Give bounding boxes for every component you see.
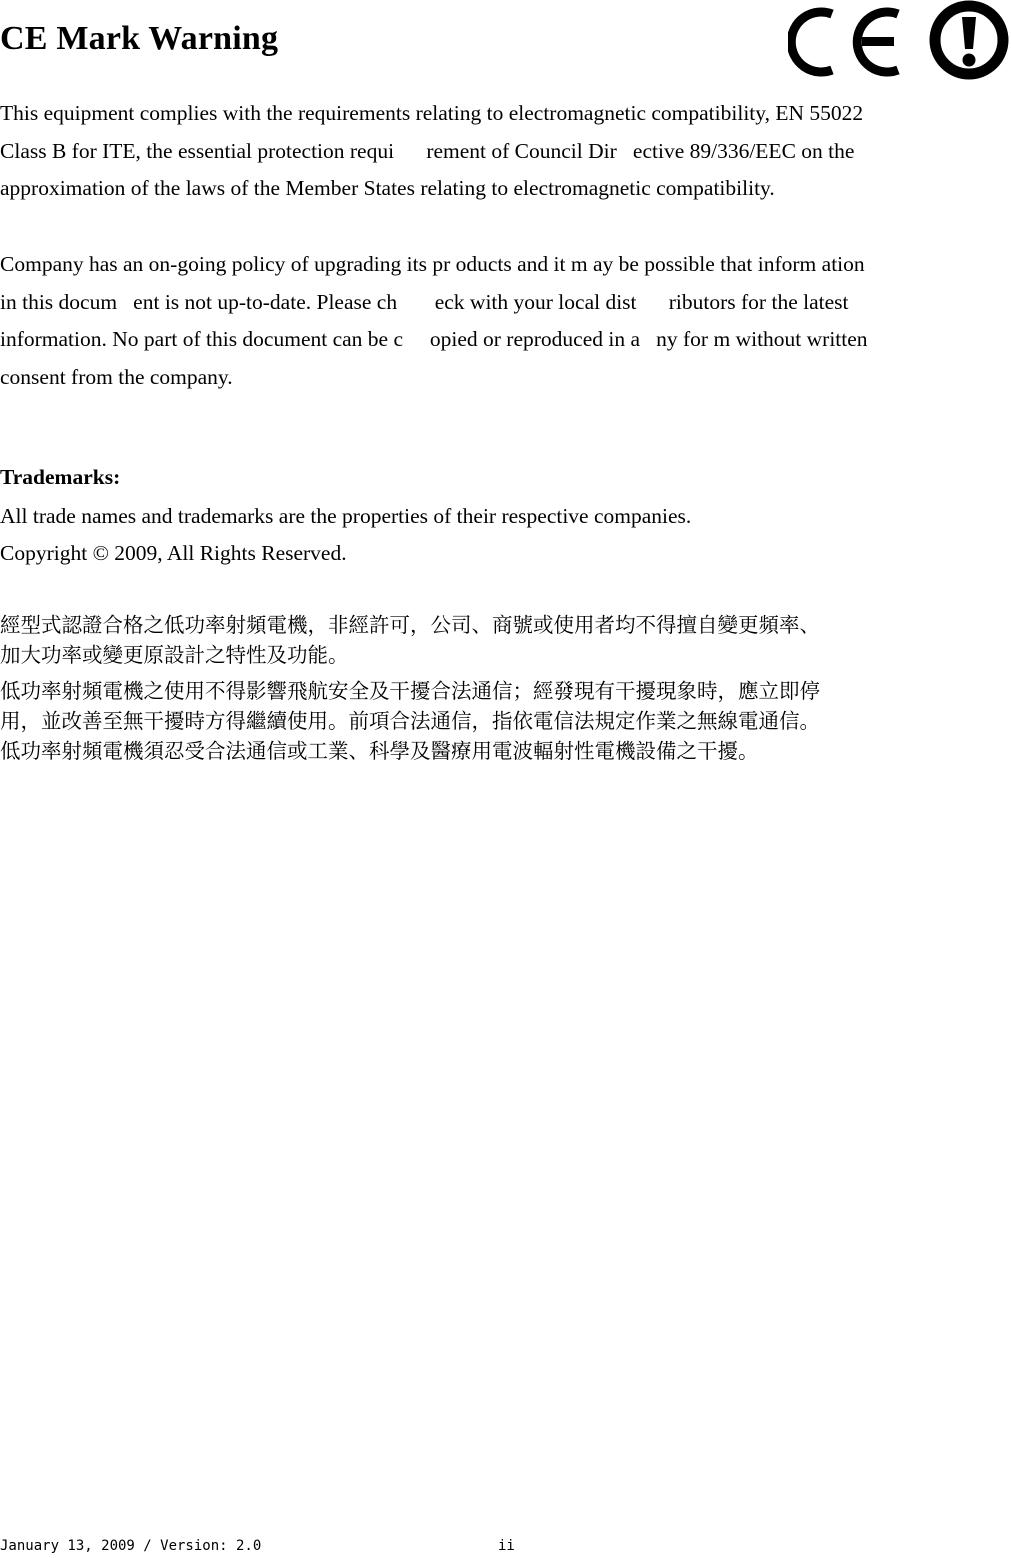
paragraph-line: 低功率射頻電機須忍受合法通信或工業、科學及醫療用電波輻射性電機設備之干擾。: [0, 739, 759, 763]
paragraph-line: in this docum ent is not up-to-date. Please ch eck with your local dist ributors for the latest: [0, 289, 849, 314]
paragraph-line: consent from the company.: [0, 364, 233, 389]
paragraph-line: 低功率射頻電機之使用不得影響飛航安全及干擾合法通信；經發現有干擾現象時，應立即停: [0, 679, 820, 703]
footer-date-version: January 13, 2009 / Version: 2.0: [0, 1538, 262, 1554]
trademarks-text: All trade names and trademarks are the properties of their respective companies.: [0, 504, 692, 528]
paragraph-line: 用，並改善至無干擾時方得繼續使用。前項合法通信，指依電信法規定作業之無線電通信。: [0, 709, 820, 733]
company-policy-paragraph: [0, 246, 1008, 396]
ce-warning-logos: [788, 0, 1012, 82]
paragraph-line: Company has an on-going policy of upgrading its pr oducts and it m ay be possible that inform ation: [0, 252, 865, 276]
footer-page-number: ii: [498, 1538, 515, 1554]
paragraph-line: This equipment complies with the requirements relating to electromagnetic compatibility, EN 55022: [0, 101, 864, 125]
chinese-notice-paragraph-2: [0, 676, 1012, 766]
paragraph-line: 經型式認證合格之低功率射頻電機，非經許可，公司、商號或使用者均不得擅自變更頻率、: [0, 613, 820, 637]
paragraph-line: Class B for ITE, the essential protection requi rement of Council Dir ective 89/336/EEC on the: [0, 138, 855, 163]
chinese-notice-paragraph-1: [0, 610, 1012, 670]
page-title: CE Mark Warning: [0, 20, 279, 57]
exclamation-circle-icon: [935, 6, 1003, 74]
paragraph-line: approximation of the laws of the Member States relating to electromagnetic compatibility.: [0, 176, 775, 200]
paragraph-line: information. No part of this document can be c opied or reproduced in a ny for m without written: [0, 327, 868, 351]
ce-mark-logo: [791, 12, 898, 72]
trademarks-heading: Trademarks:: [0, 465, 121, 489]
ce-compliance-paragraph: [0, 95, 1008, 208]
copyright-text: Copyright © 2009, All Rights Reserved.: [0, 541, 347, 565]
paragraph-line: 加大功率或變更原設計之特性及功能。: [0, 643, 349, 667]
